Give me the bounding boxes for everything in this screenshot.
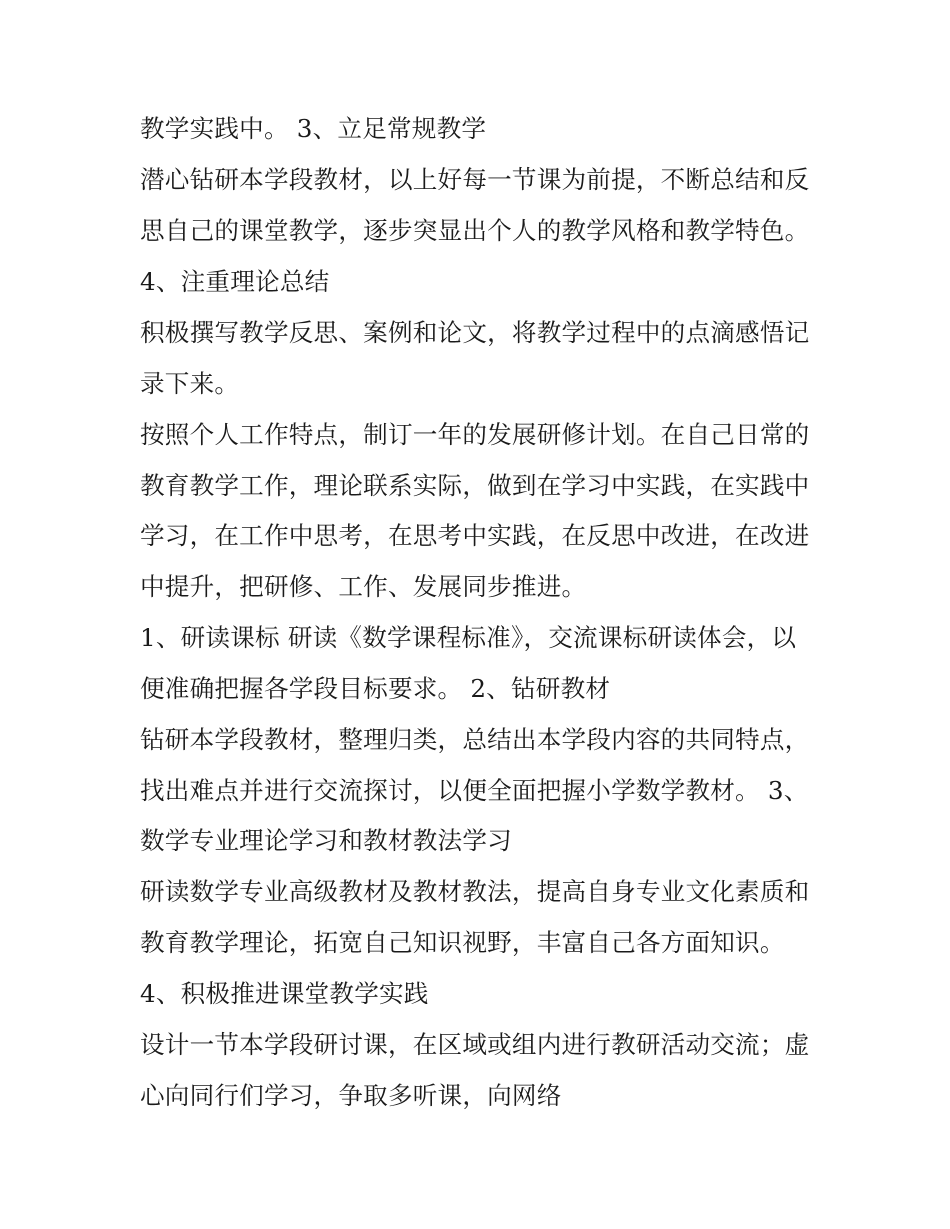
text-line: 思自己的课堂教学，逐步突显出个人的教学风格和教学特色。 [140,216,810,245]
text-line: 研读数学专业高级教材及教材教法，提高自身专业文化素质和 [140,877,810,906]
text-line: 心向同行们学习，争取多听课，向网络 [140,1081,562,1110]
text-line: 潜心钻研本学段教材，以上好每一节课为前提，不断总结和反 [140,165,810,194]
text-line: 找出难点并进行交流探讨，以便全面把握小学数学教材。 3、 [140,776,809,805]
text-line: 积极撰写教学反思、案例和论文，将教学过程中的点滴感悟记 [140,318,810,347]
text-line: 录下来。 [140,369,240,398]
text-line: 钻研本学段教材，整理归类，总结出本学段内容的共同特点， [140,725,810,754]
text-line: 设计一节本学段研讨课，在区域或组内进行教研活动交流；虚 [140,1030,810,1059]
text-line: 1、研读课标 研读《数学课程标准》，交流课标研读体会，以 [140,623,797,652]
section-heading: 4、积极推进课堂教学实践 [140,979,429,1008]
text-line: 教育教学理论，拓宽自己知识视野，丰富自己各方面知识。 [140,928,785,957]
text-line: 学习，在工作中思考，在思考中实践，在反思中改进，在改进 [140,521,810,550]
text-line: 便准确把握各学段目标要求。 2、钻研教材 [140,674,611,703]
section-heading: 数学专业理论学习和教材教法学习 [140,826,512,855]
text-line: 中提升，把研修、工作、发展同步推进。 [140,572,587,601]
text-line: 教学实践中。 3、立足常规教学 [140,114,487,143]
section-heading: 4、注重理论总结 [140,267,330,296]
text-line: 按照个人工作特点，制订一年的发展研修计划。在自己日常的 [140,420,810,449]
text-line: 教育教学工作，理论联系实际，做到在学习中实践，在实践中 [140,471,810,500]
